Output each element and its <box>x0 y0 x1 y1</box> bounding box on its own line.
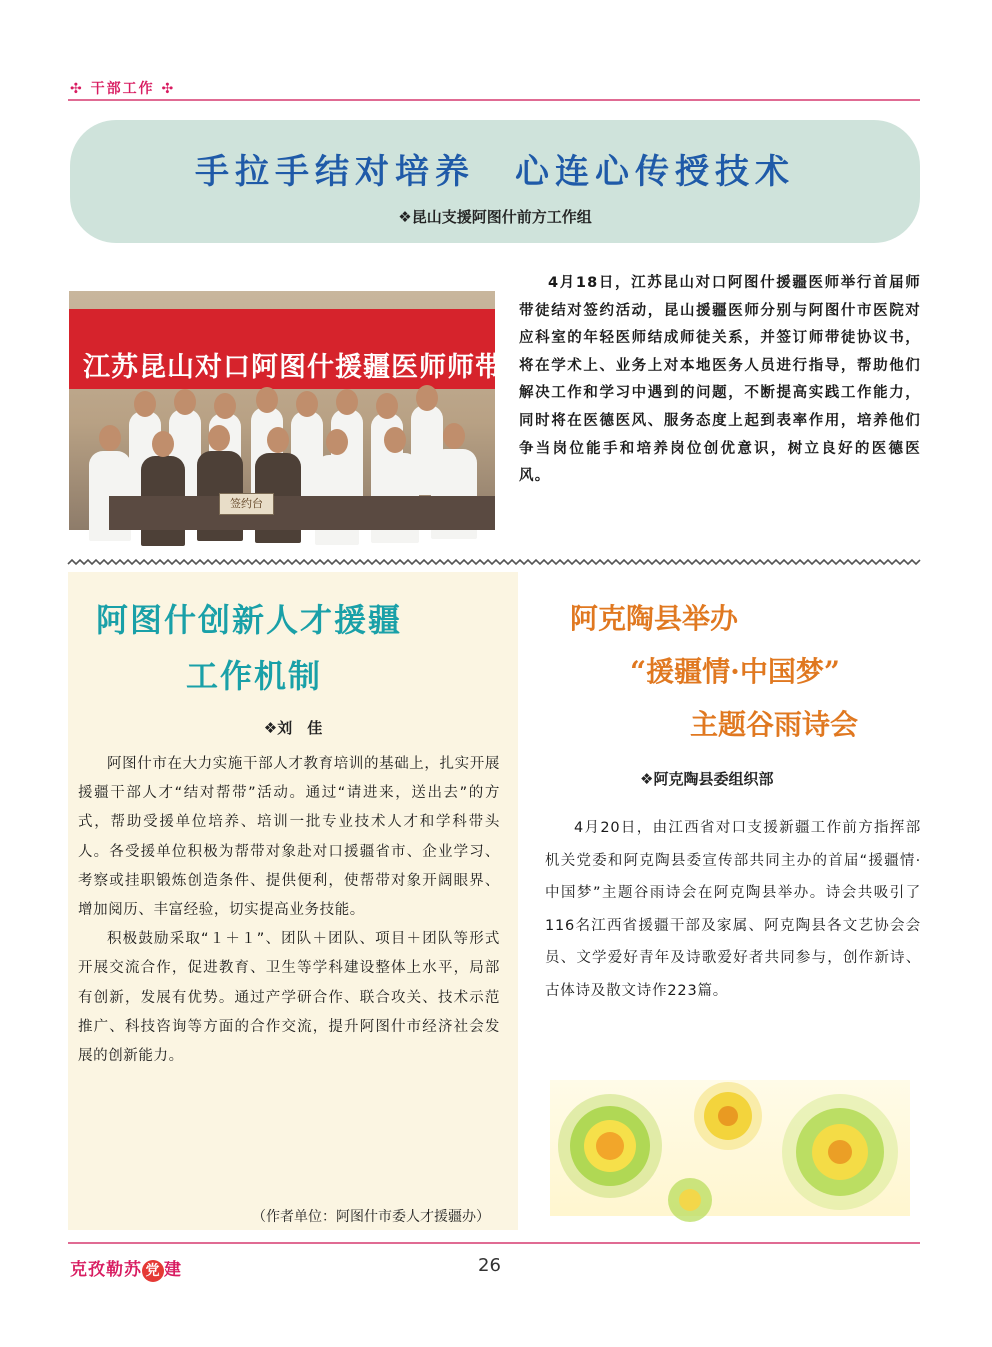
footer-brand-text: 克孜勒苏 <box>70 1260 142 1280</box>
left-article-paragraph: 阿图什市在大力实施干部人才教育培训的基础上，扎实开展援疆干部人才“结对帮带”活动。通过“请进来，送出去”的方式，帮助受援单位培养、培训一批专业技术人才和学科带头人。各受援单位积极为帮带对象赴对口援疆省市、企业学习、考察或挂职锻炼创造条件、提供便利，使帮带对象开阔眼界、增加阅历、丰富经验，切实提高业务技能。 <box>78 756 500 919</box>
main-article-body: 4月18日，江苏昆山对口阿图什援疆医师举行首届师带徒结对签约活动，昆山援疆医师分别与阿图什市医院对应科室的年轻医师结成师徒关系，并签订师带徒协议书，将在学术上、业务上对本地医务人员进行指导，帮助他们解决工作和学习中遇到的问题，不断提高实践工作能力，同时将在医德医风、服务态度上起到表率作用，培养他们争当岗位能手和培养岗位创优意识，树立良好的医德医风。 <box>519 275 921 485</box>
photo-table <box>109 496 495 530</box>
photo-sign <box>219 493 274 515</box>
person-head <box>256 387 278 413</box>
footer-brand <box>70 1255 182 1282</box>
right-article-body: 4月20日，由江西省对口支援新疆工作前方指挥部机关党委和阿克陶县委宣传部共同主办的首届“援疆情·中国梦”主题谷雨诗会在阿克陶县举办。诗会共吸引了116名江西省援疆干部及家属、阿克陶县各文艺协会会员、文学爱好青年及诗歌爱好者共同参与，创作新诗、古体诗及散文诗作223篇。 <box>545 820 921 999</box>
person-head <box>267 427 289 453</box>
photo-red-banner <box>69 309 615 389</box>
zigzag-divider <box>68 558 920 566</box>
person-head <box>326 429 348 455</box>
bottom-divider <box>68 1242 920 1244</box>
left-article-panel <box>68 572 518 1230</box>
left-title-line1: 阿图什创新人才援疆 <box>96 601 403 639</box>
flower-icon <box>694 1082 762 1150</box>
right-article-author: ❖阿克陶县委组织部 <box>640 770 774 788</box>
section-tag: ✣ 干部工作 ✣ <box>70 81 176 97</box>
left-article-body <box>78 750 500 1071</box>
main-article-title: 手拉手结对培养 心连心传授技术 <box>195 152 795 192</box>
flower-icon <box>558 1094 662 1198</box>
right-title-line3: 主题谷雨诗会 <box>690 708 859 741</box>
main-title-banner <box>70 120 920 243</box>
footer-brand-ring: 党 <box>142 1260 164 1282</box>
person-head <box>174 389 196 415</box>
left-article-author-note: （作者单位：阿图什市委人才援疆办） <box>252 1209 490 1225</box>
photo-sign-text: 签约台 <box>230 497 263 510</box>
person-head <box>384 427 406 453</box>
signing-ceremony-photo <box>69 291 615 530</box>
flower-icon <box>668 1178 712 1222</box>
main-article-author: ❖昆山支援阿图什前方工作组 <box>398 208 592 226</box>
person-head <box>134 391 156 417</box>
footer-brand-text-end: 建 <box>164 1260 182 1280</box>
person-head <box>99 425 121 451</box>
left-article-paragraph: 积极鼓励采取“１＋１”、团队＋团队、项目＋团队等形式开展交流合作，促进教育、卫生等学科建设整体上水平，局部有创新，发展有优势。通过产学研合作、联合攻关、技术示范推广、科技咨询等方面的合作交流，提升阿图什市经济社会发展的创新能力。 <box>78 931 500 1065</box>
flower-icon <box>782 1094 898 1210</box>
right-title-line1: 阿克陶县举办 <box>570 602 739 635</box>
person-head <box>208 425 230 451</box>
right-article-title <box>540 592 920 751</box>
photo-banner-text: 江苏昆山对口阿图什援疆医师师带徒结对签 <box>83 352 615 383</box>
page-number: 26 <box>478 1255 501 1276</box>
left-title-line2: 工作机制 <box>186 657 323 695</box>
top-divider <box>68 99 920 101</box>
person-head <box>296 391 318 417</box>
person-head <box>336 389 358 415</box>
left-article-author: ❖刘 佳 <box>263 719 323 737</box>
right-title-line2: “援疆情·中国梦” <box>630 655 840 688</box>
person-head <box>443 423 465 449</box>
person-head <box>376 393 398 419</box>
left-article-title <box>68 592 518 704</box>
person-head <box>416 385 438 411</box>
person-head <box>152 431 174 457</box>
person-head <box>214 393 236 419</box>
flower-decoration-image <box>550 1080 910 1216</box>
